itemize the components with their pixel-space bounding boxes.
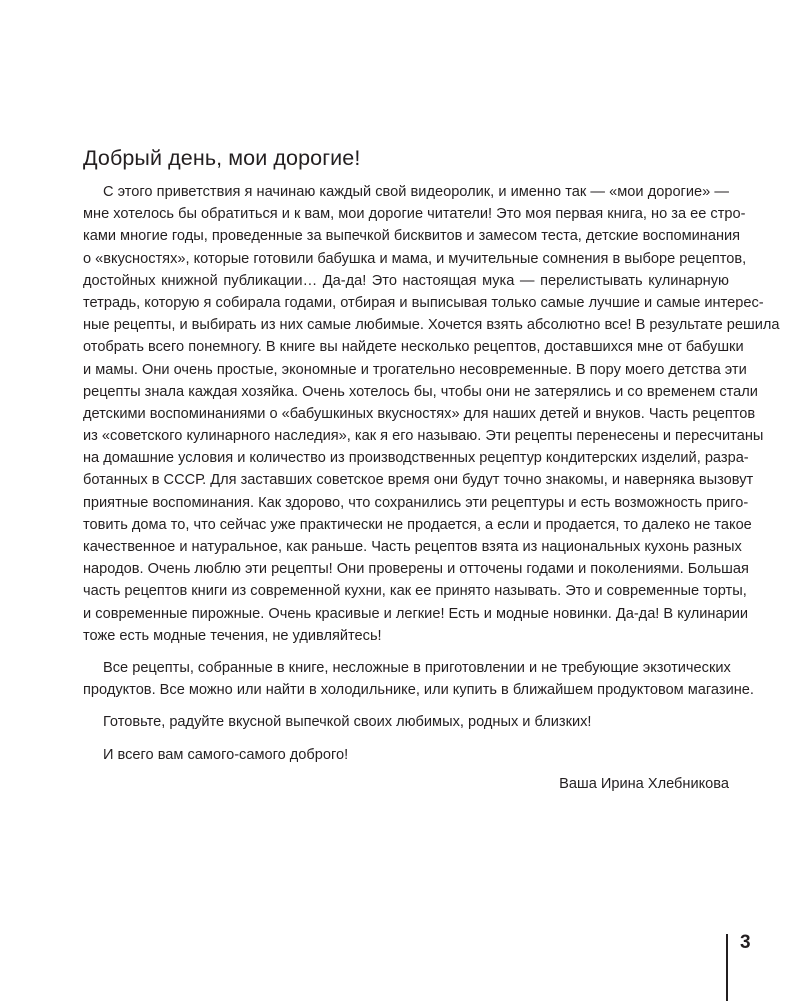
paragraph-gap xyxy=(83,647,729,657)
page-number: 3 xyxy=(740,932,751,953)
preface-body xyxy=(83,181,780,766)
paragraph-line: часть рецептов книги из современной кухни, как ее принято называть. Это и современные торты, xyxy=(83,583,747,600)
paragraph-line: тетрадь, которую я собирала годами, отбирая и выписывая только самые лучшие и самые интерес- xyxy=(83,294,764,311)
paragraph-line: тоже есть модные течения, не удивляйтесь! xyxy=(83,627,382,644)
paragraph-line: из «советского кулинарного наследия», как я его называю. Эти рецепты перенесены и пересчитаны xyxy=(83,428,764,445)
page-number-rule xyxy=(726,934,728,1001)
author-signature: Ваша Ирина Хлебникова xyxy=(559,776,729,792)
paragraph-line: С этого приветствия я начинаю каждый свой видеоролик, и именно так — «мои дорогие» — xyxy=(103,184,729,200)
paragraph-line: детскими воспоминаниями о «бабушкиных вкусностях» для наших детей и внуков. Часть рецептов xyxy=(83,405,756,422)
paragraph-gap xyxy=(83,701,729,711)
paragraph-line: ные рецепты, и выбирать из них самые любимые. Хочется взять абсолютно все! В результате решила xyxy=(83,317,780,334)
paragraph-line: отобрать всего понемногу. В книге вы найдете несколько рецептов, доставшихся мне от бабушки xyxy=(83,339,744,356)
paragraph-line: и мамы. Они очень простые, экономные и трогательно несовременные. В пору моего детства эти xyxy=(83,361,747,378)
page-title: Добрый день, мои дорогие! xyxy=(83,146,361,170)
paragraph-line: И всего вам самого-самого доброго! xyxy=(103,746,349,763)
paragraph-line: достойных книжной публикации… Да-да! Это настоящая мука — перелистывать кулинарную xyxy=(83,272,729,289)
paragraph-line: мне хотелось бы обратиться и к вам, мои дорогие читатели! Это моя первая книга, но за ее стро- xyxy=(83,206,746,223)
paragraph-line: и современные пирожные. Очень красивые и легкие! Есть и модные новинки. Да-да! В кулинарии xyxy=(83,605,748,622)
paragraph-gap xyxy=(83,734,729,744)
paragraph-line: народов. Очень люблю эти рецепты! Они проверены и отточены годами и поколениями. Большая xyxy=(83,561,749,578)
paragraph-line: рецепты знала каждая хозяйка. Очень хотелось бы, чтобы они не затерялись и со временем стали xyxy=(83,383,758,400)
paragraph-line: приятные воспоминания. Как здорово, что сохранились эти рецептуры и есть возможность приго- xyxy=(83,494,749,511)
paragraph-line: на домашние условия и количество из производственных рецептур кондитерских изделий, разра- xyxy=(83,450,749,467)
paragraph-line: Готовьте, радуйте вкусной выпечкой своих любимых, родных и близких! xyxy=(103,714,592,731)
paragraph-line: Все рецепты, собранные в книге, несложные в приготовлении и не требующие экзотических xyxy=(103,659,731,676)
paragraph-line: качественное и натуральное, как раньше. Часть рецептов взята из национальных кухонь разных xyxy=(83,539,742,555)
paragraph-line: ботанных в СССР. Для заставших советское время они будут точно знакомы, и наверняка вызовут xyxy=(83,472,754,489)
paragraph-line: о «вкусностях», которые готовили бабушка и мама, и мучительные сомнения в выборе рецептов, xyxy=(83,250,747,267)
paragraph-line: товить дома то, что сейчас уже практически не продается, а если и продается, то далеко не такое xyxy=(83,516,752,533)
paragraph-line: ками многие годы, проведенные за выпечкой бисквитов и замесом теста, детские воспоминания xyxy=(83,228,741,245)
paragraph-line: продуктов. Все можно или найти в холодильнике, или купить в ближайшем продуктовом магазине. xyxy=(83,682,754,699)
